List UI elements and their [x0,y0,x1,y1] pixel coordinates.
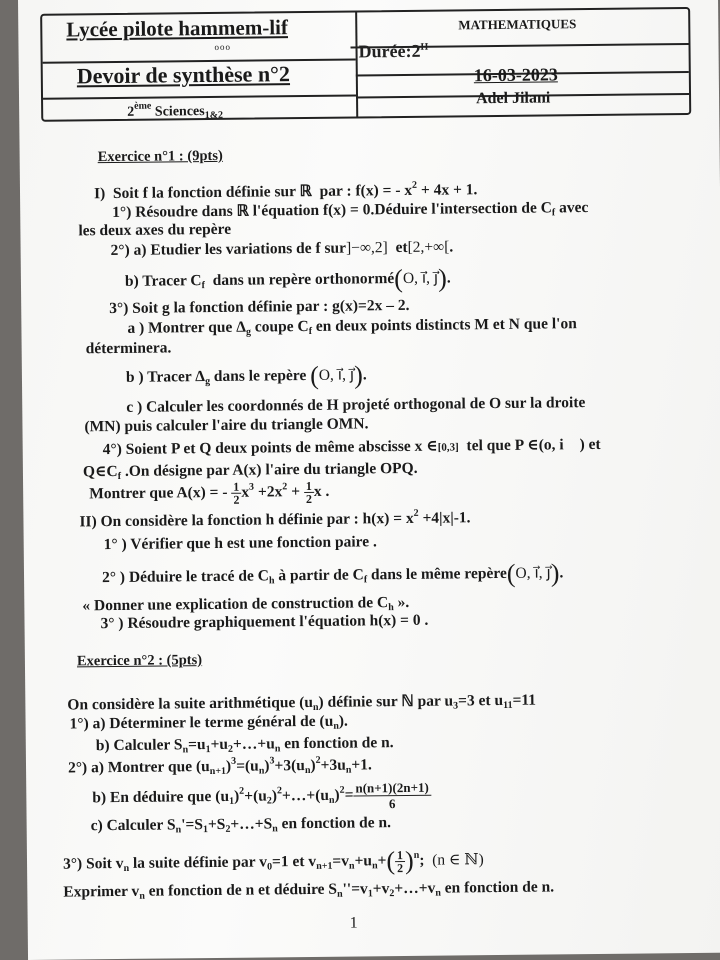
ex1-line: Montrer que A(x) = - $\frac{1}{2}$ $x^3 +2x^2$ + $\frac{1}{2}$ x . [89,478,330,507]
ex1-line: (MN) puis calculer l'aire du triangle OMN. [84,415,369,436]
exam-title: Devoir de synthèse n°2 [76,61,291,89]
ex2-line: On considère la suite arithmétique $(u_n)$ définie sur ℕ par $u_3=3$ et $u_{11}=11$ [67,691,537,714]
ex1-line: les deux axes du repère [78,220,232,240]
ex2-line: b) Calculer $S_n=u_1+u_2+\dots+u_n$ en fonction de n. [95,734,394,756]
ex1-line: c ) Calculer les coordonnés de H projeté orthogonal de O sur la droite [126,394,586,416]
ex1-line: 4°) Soient P et Q deux points de même abscisse x ∈[0,3] tel que P ∈(o, i⃗ ) et [102,435,601,459]
ex1-line: b) Tracer $C_f$ dans un repère orthonormé(O, i⃗, j⃗). [124,263,451,294]
exam-date: 16-03-2023 [473,64,558,86]
ex1-line: 1° ) Vérifier que h est une fonction paire . [103,533,377,554]
ex1-line: 2° ) Déduire le tracé de $C_h$ à partir de $C_f$ dans le même repère(O, i⃗, j⃗). [101,558,564,588]
ex1-line: déterminera. [85,339,172,358]
ex2-line: 2°) a) Montrer que $(u_{n+1})^3=(u_n)^3+3(u_n)^2+3u_n+1$. [67,754,372,778]
page-number: 1 [349,914,358,932]
exercise-2-title: Exercice n°2 : (5pts) [76,652,203,670]
exam-sheet [18,0,720,960]
ex1-line: « Donner une explication de construction de $C_h$ ». [82,593,410,615]
ex2-line: 1°) a) Déterminer le terme général de $(u_n)$. [69,712,348,733]
ex1-line: $Q\in C_f$ .On désigne par A(x) l'aire du triangle OPQ. [82,459,418,482]
ex1-line: b ) Tracer $\Delta_g$ dans le repère (O, i⃗, j⃗). [125,360,367,390]
subject: MATHEMATIQUES [458,16,577,33]
ex1-line: 3°) Soit g la fonction définie par : g(x)=2x – 2. [109,296,410,318]
school-name: Lycée pilote hammem-lif [66,15,289,42]
ex2-line: 3°) Soit $v_n$ la suite définie par $v_0=1$ et $v_{n+1}=v_n+u_n+$( $\frac{1}{2}$ )$^n$; (n ∈ ℕ) [62,845,484,876]
ex2-line: c) Calculer $S_n'=S_1+S_2+\dots+S_n$ en fonction de n. [90,814,392,836]
duration: $Durée:2^H$ [358,40,429,62]
ex1-line: 1°) Résoudre dans ℝ l'équation f(x) = 0.Déduire l'intersection de $C_f$ avec [112,199,589,222]
exercise-1-title: Exercice n°1 : (9pts) [97,147,223,166]
ex1-line: 2°) a) Etudier les variations de f sur]−∞,2] et[2,+∞[. [110,238,454,260]
ex2-line: b) En déduire que $(u_1)^2+(u_2)^2+\dots+(u_n)^2=$ $\frac{n(n+1)(2n+1)}{6}$ [92,780,431,815]
ex1-line: I) Soit f la fonction définie sur ℝ par : f(x) = - $x^2 + 4x + 1$. [93,179,478,203]
ex2-line: Exprimer $v_n$ en fonction de n et déduire $S_n''=v_1+v_2+\dots+v_n$ en fonction de n. [63,878,555,902]
teacher-name: Adel Jilani [475,89,551,108]
ex1-line: a ) Montrer que $\Delta_g$ coupe $C_f$ en deux points distincts M et N que l'on [127,315,577,338]
ornament: ooo [214,41,232,52]
ex1-line: II) On considère la fonction h définie par : $h(x) = x^2 +4|x|-1$. [79,507,471,531]
class-level: 2ème Sciences$_{1\&2}$ [127,100,224,122]
ex1-line: 3° ) Résoudre graphiquement l'équation h(x) = 0 . [100,611,429,633]
